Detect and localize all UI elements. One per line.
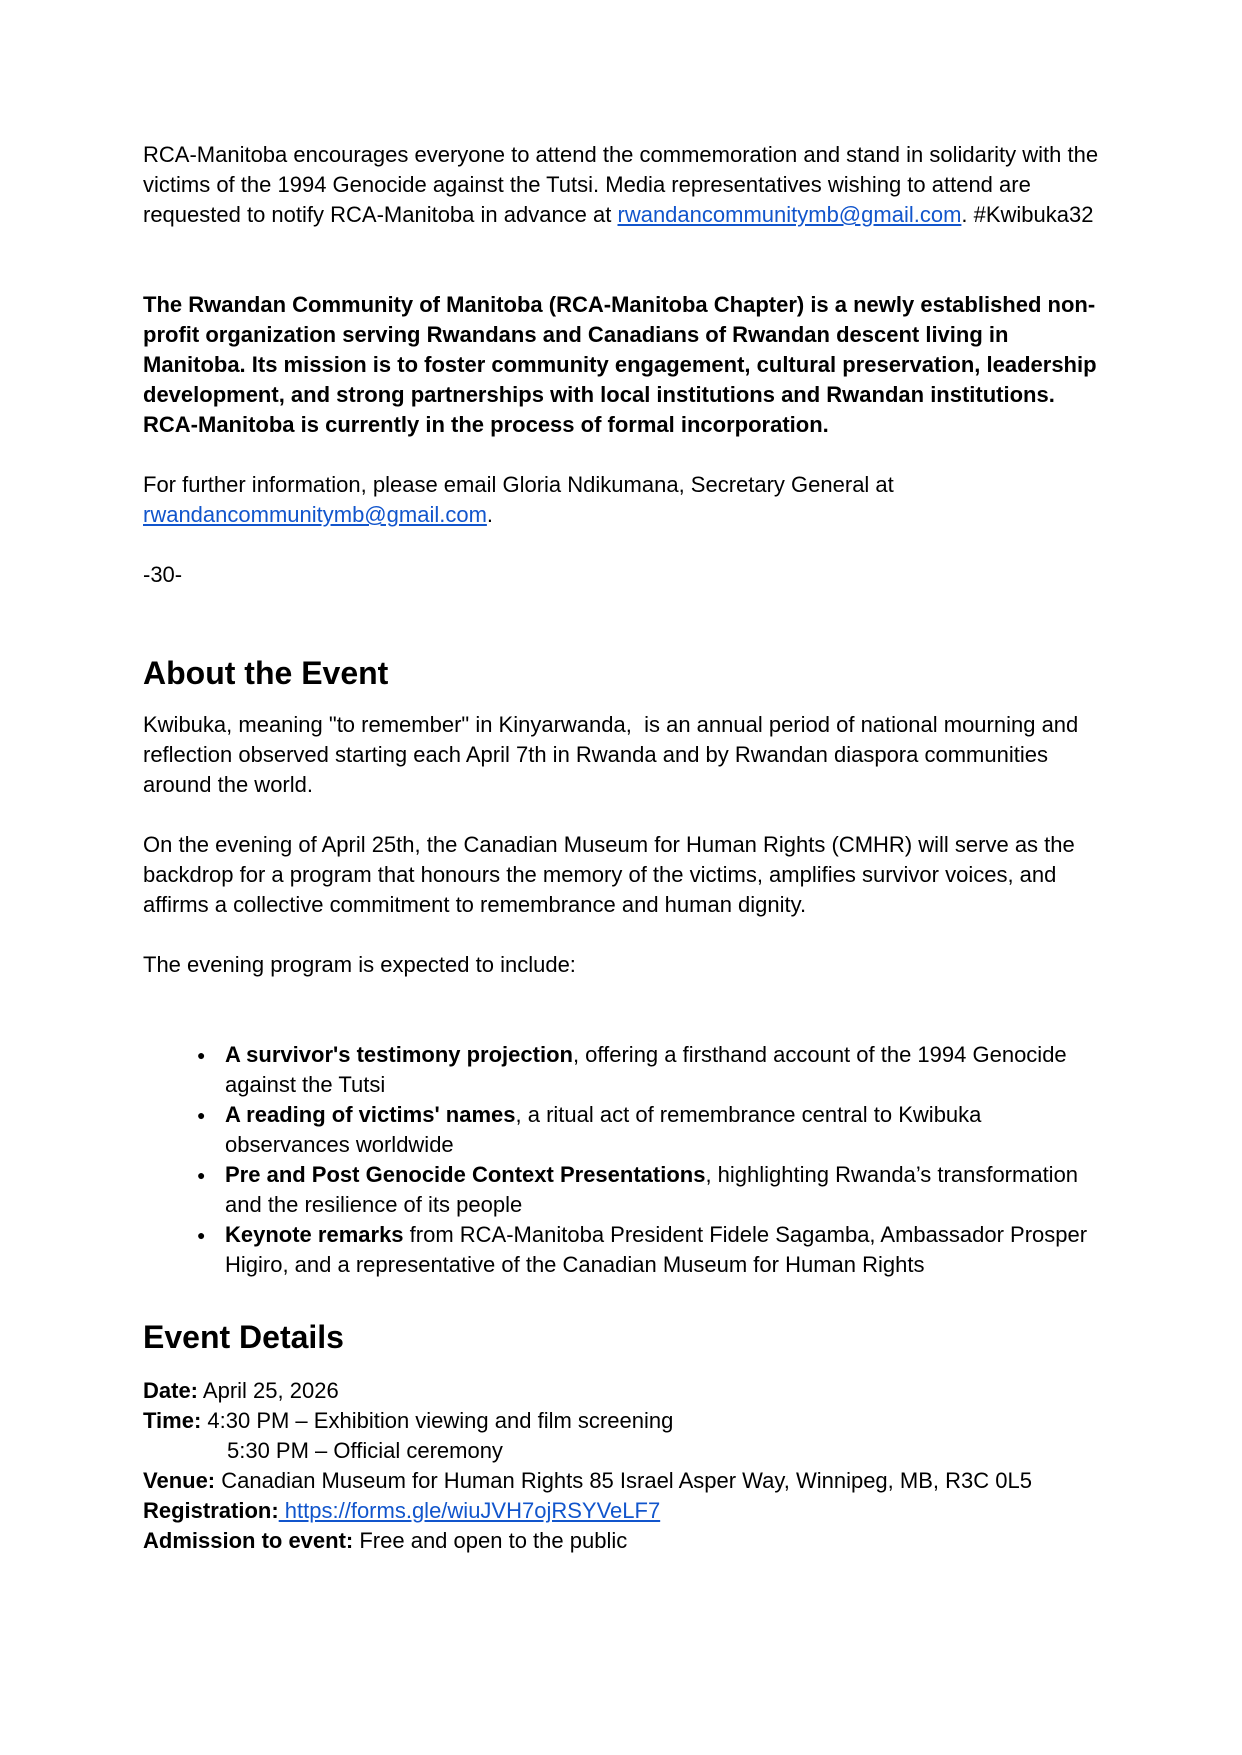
- boilerplate-paragraph: The Rwandan Community of Manitoba (RCA-Manitoba Chapter) is a newly established non-profit organization serving Rwandans and Canadians of Rwandan descent living in Manitoba. Its mission is to foster community engagement, cultural preservation, leadership development, and strong partnerships with local institutions and Rwandan institutions. RCA-Manitoba is currently in the process of formal incorporation.: [143, 292, 1103, 437]
- program-intro-paragraph: The evening program is expected to include:: [143, 952, 576, 977]
- bullet-rest-text: , a ritual act of remembrance central to Kwibuka observances worldwide: [225, 1102, 988, 1157]
- about-paragraph-1: Kwibuka, meaning "to remember" in Kinyarwanda, is an annual period of national mourning and reflection observed starting each April 7th in Rwanda and by Rwandan diaspora communities around the world.: [143, 712, 1085, 797]
- end-mark: -30-: [143, 562, 183, 587]
- list-item: [143, 1160, 1111, 1220]
- intro-text: RCA-Manitoba encourages everyone to attend the commemoration and stand in solidarity with the victims of the 1994 Genocide against the Tutsi. Media representatives wishing to attend are requested to notify RCA-Manitoba in advance at: [143, 142, 1105, 227]
- detail-time: [143, 1406, 1111, 1436]
- list-item: [143, 1100, 1111, 1160]
- bullet-bold-text: A reading of victims' names: [225, 1102, 516, 1127]
- contact-text-after: .: [486, 502, 494, 527]
- detail-venue: [143, 1466, 1111, 1496]
- detail-time-line2: 5:30 PM – Official ceremony: [227, 1438, 503, 1463]
- intro-text-after: . #Kwibuka32: [961, 202, 1094, 227]
- venue-value: Canadian Museum for Human Rights 85 Israel Asper Way, Winnipeg, MB, R3C 0L5: [215, 1468, 1032, 1493]
- program-bullet-list: [143, 1040, 1111, 1280]
- venue-label: Venue:: [143, 1468, 216, 1493]
- bullet-icon: ●: [197, 1107, 206, 1123]
- admission-label: Admission to event:: [143, 1528, 354, 1553]
- intro-paragraph: [143, 140, 1111, 230]
- bullet-icon: ●: [197, 1047, 206, 1063]
- admission-value: Free and open to the public: [353, 1528, 628, 1553]
- list-item: [143, 1040, 1111, 1100]
- bullet-icon: ●: [197, 1167, 206, 1183]
- event-details-heading: Event Details: [143, 1319, 344, 1355]
- about-paragraph-2: On the evening of April 25th, the Canadian Museum for Human Rights (CMHR) will serve as the backdrop for a program that honours the memory of the victims, amplifies survivor voices, and affirms a collective commitment to remembrance and human dignity.: [143, 832, 1081, 917]
- detail-registration: [143, 1496, 1111, 1526]
- bullet-rest-text: , highlighting Rwanda’s transformation and the resilience of its people: [225, 1162, 1085, 1217]
- bullet-rest-text: , offering a firsthand account of the 1994 Genocide against the Tutsi: [225, 1042, 1073, 1097]
- list-item: [143, 1220, 1111, 1280]
- bullet-rest-text: from RCA-Manitoba President Fidele Sagamba, Ambassador Prosper Higiro, and a representative of the Canadian Museum for Human Rights: [225, 1222, 1094, 1277]
- bullet-bold-text: Keynote remarks: [225, 1222, 404, 1247]
- email-link[interactable]: rwandancommunitymb@gmail.com: [617, 202, 962, 227]
- registration-label: Registration:: [143, 1498, 279, 1523]
- detail-admission: [143, 1526, 1111, 1556]
- bullet-bold-text: Pre and Post Genocide Context Presentations: [225, 1162, 706, 1187]
- time-label: Time:: [143, 1408, 202, 1433]
- contact-paragraph: [143, 470, 1111, 530]
- date-label: Date:: [143, 1378, 199, 1403]
- date-value: April 25, 2026: [198, 1378, 339, 1403]
- detail-date: [143, 1376, 1111, 1406]
- bullet-icon: ●: [197, 1227, 206, 1243]
- contact-email-link[interactable]: rwandancommunitymb@gmail.com: [143, 502, 487, 527]
- time-value: 4:30 PM – Exhibition viewing and film screening: [201, 1408, 674, 1433]
- contact-text: For further information, please email Gloria Ndikumana, Secretary General at: [143, 472, 900, 497]
- bullet-bold-text: A survivor's testimony projection: [225, 1042, 573, 1067]
- registration-link[interactable]: https://forms.gle/wiuJVH7ojRSYVeLF7: [278, 1498, 661, 1523]
- about-heading: About the Event: [143, 655, 389, 691]
